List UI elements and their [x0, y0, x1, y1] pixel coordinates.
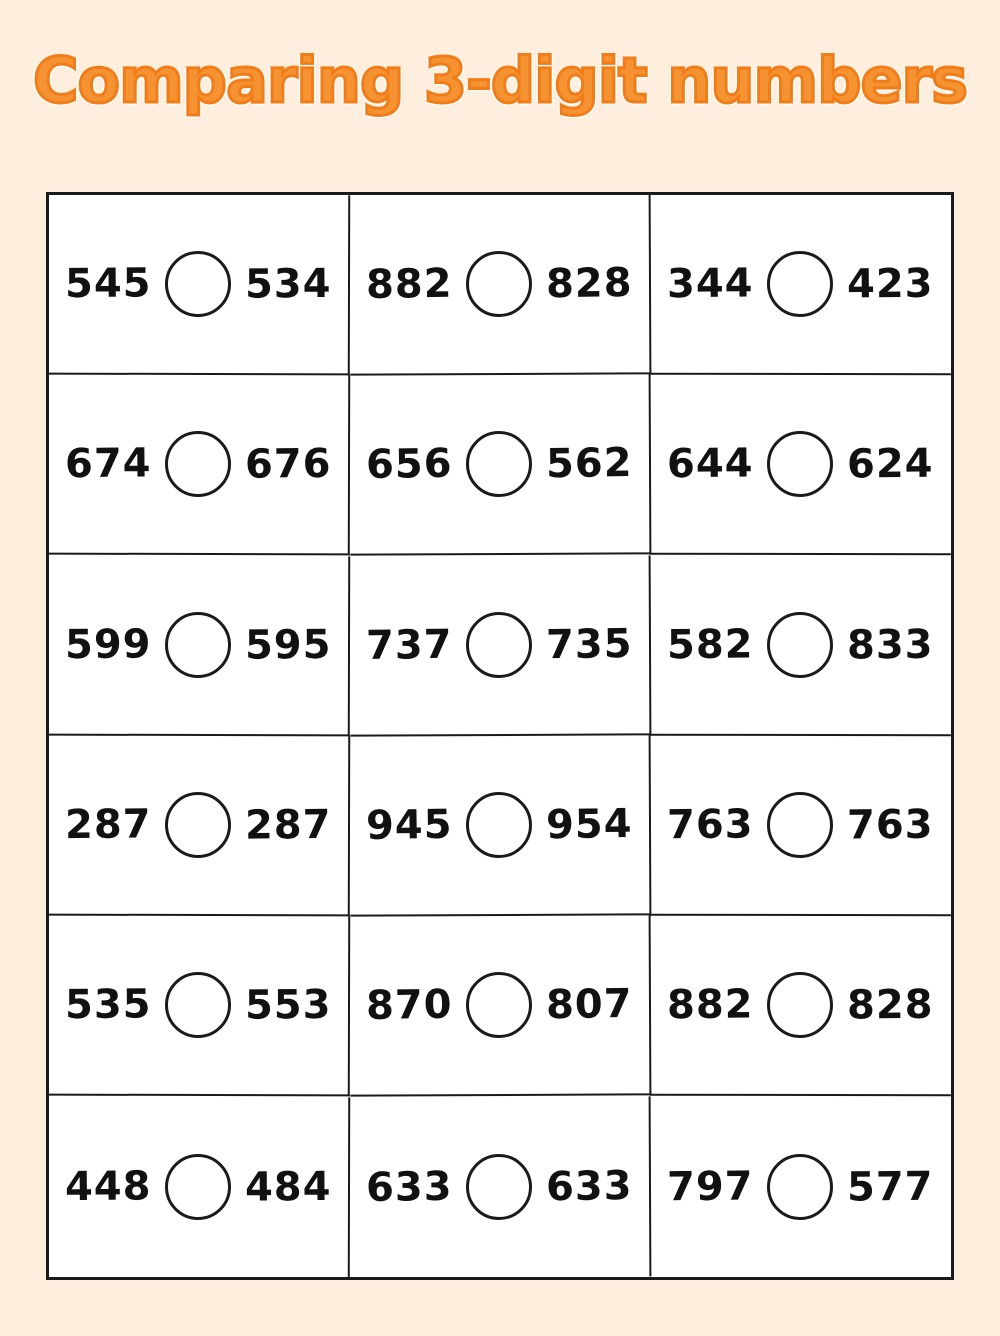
problem-cell — [650, 736, 951, 917]
problem-cell — [650, 195, 951, 376]
right-number: 624 — [847, 441, 935, 489]
problem-cell — [49, 375, 350, 556]
problem-cell — [49, 736, 350, 917]
right-number: 807 — [545, 981, 633, 1029]
left-number: 545 — [64, 260, 152, 308]
right-number: 828 — [847, 982, 935, 1030]
problem-cell — [49, 555, 350, 736]
comparison-circle[interactable] — [466, 431, 532, 497]
comparison-circle[interactable] — [466, 1154, 532, 1220]
comparison-circle[interactable] — [165, 792, 231, 858]
problem-cell — [650, 1096, 951, 1277]
comparison-circle[interactable] — [768, 251, 834, 317]
left-number: 945 — [365, 801, 453, 850]
comparison-circle[interactable] — [768, 1154, 834, 1220]
left-number: 582 — [666, 621, 754, 669]
right-number: 676 — [245, 441, 333, 489]
problem-cell — [349, 735, 650, 917]
problem-cell — [650, 555, 951, 736]
problem-cell — [650, 375, 951, 556]
page-title: Comparing 3-digit numbers — [32, 44, 967, 117]
problem-cell — [49, 916, 350, 1097]
comparison-circle[interactable] — [165, 251, 231, 317]
problem-cell — [49, 195, 350, 376]
right-number: 484 — [245, 1163, 333, 1211]
comparison-circle[interactable] — [165, 972, 231, 1038]
problem-cell — [349, 916, 650, 1098]
left-number: 599 — [64, 621, 152, 668]
comparison-circle[interactable] — [466, 972, 532, 1038]
right-number: 287 — [245, 802, 333, 849]
left-number: 448 — [64, 1163, 152, 1210]
comparison-circle[interactable] — [466, 612, 532, 678]
left-number: 535 — [64, 981, 152, 1029]
left-number: 882 — [365, 260, 453, 309]
comparison-circle[interactable] — [768, 612, 834, 678]
left-number: 674 — [64, 440, 152, 488]
right-number: 735 — [545, 620, 633, 669]
right-number: 828 — [545, 260, 633, 308]
comparison-circle[interactable] — [466, 251, 532, 317]
right-number: 954 — [545, 801, 633, 849]
right-number: 833 — [847, 621, 935, 669]
left-number: 287 — [64, 801, 152, 849]
comparison-circle[interactable] — [768, 792, 834, 858]
left-number: 737 — [365, 621, 453, 669]
problem-cell — [349, 555, 650, 737]
problem-cell — [49, 1096, 350, 1277]
comparison-circle[interactable] — [768, 972, 834, 1038]
left-number: 797 — [666, 1163, 754, 1211]
problem-cell — [349, 194, 650, 376]
comparison-circle[interactable] — [165, 1154, 231, 1220]
right-number: 423 — [847, 260, 935, 308]
left-number: 882 — [666, 981, 754, 1029]
right-number: 595 — [245, 621, 333, 669]
left-number: 763 — [666, 801, 754, 849]
right-number: 553 — [245, 982, 333, 1030]
left-number: 656 — [365, 441, 453, 489]
comparison-circle[interactable] — [466, 792, 532, 858]
right-number: 577 — [847, 1163, 935, 1211]
right-number: 562 — [545, 440, 633, 488]
comparison-circle[interactable] — [768, 431, 834, 497]
comparison-circle[interactable] — [165, 612, 231, 678]
left-number: 644 — [666, 440, 754, 488]
left-number: 633 — [365, 1163, 453, 1211]
problem-cell — [349, 1096, 650, 1278]
problem-cell — [349, 375, 650, 557]
right-number: 534 — [245, 261, 333, 308]
right-number: 633 — [545, 1162, 633, 1211]
left-number: 870 — [365, 982, 453, 1030]
right-number: 763 — [847, 801, 935, 849]
comparison-circle[interactable] — [165, 431, 231, 497]
problem-cell — [650, 916, 951, 1097]
problem-grid — [46, 192, 954, 1280]
left-number: 344 — [666, 260, 754, 308]
